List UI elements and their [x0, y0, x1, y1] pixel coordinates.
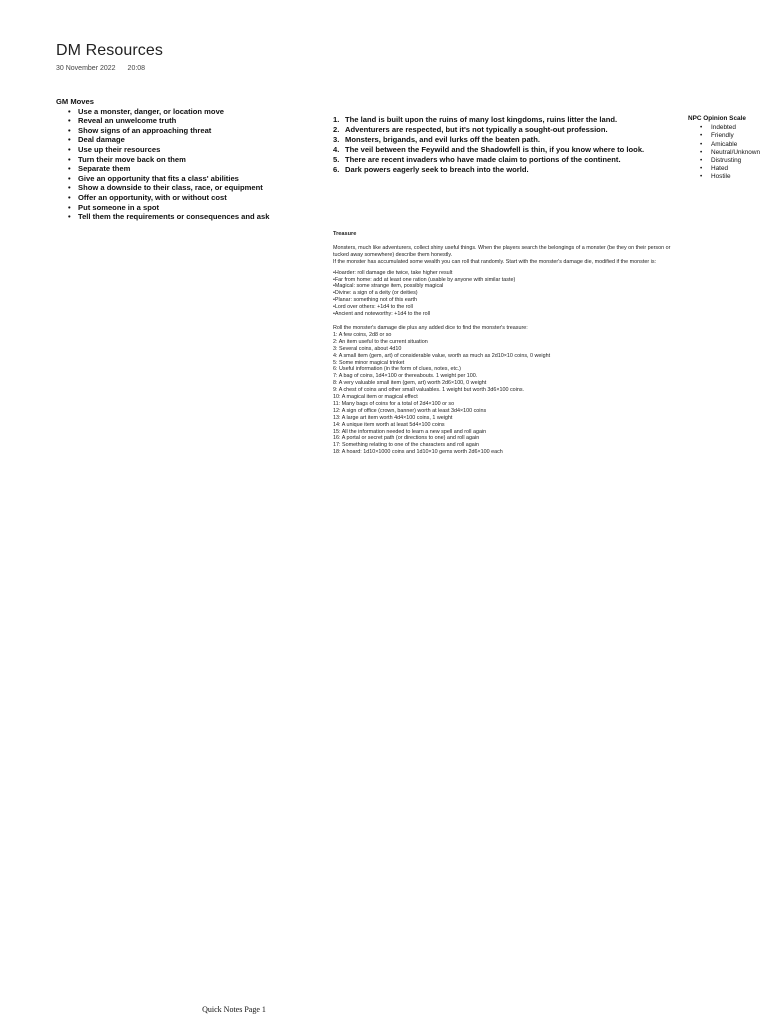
page-title: DM Resources — [56, 42, 164, 59]
treasure-result: 11: Many bags of coins for a total of 2d4×100 or so — [333, 400, 455, 407]
treasure-result: 1: A few coins, 2d8 or so — [333, 331, 392, 338]
treasure-heading: Treasure — [333, 231, 357, 237]
treasure-result: 12: A sign of office (crown, banner) worth at least 3d4×100 coins — [333, 407, 487, 414]
treasure-section — [333, 231, 713, 456]
treasure-result: 7: A bag of coins, 1d4×100 or thereabouts. 1 weight per 100. — [333, 373, 478, 380]
list-item: • Hostile — [711, 173, 768, 181]
list-text: There are recent invaders who have made claim to portions of the continent. — [345, 155, 621, 165]
list-text: Dark powers eagerly seek to breach into the world. — [345, 165, 529, 175]
list-item — [333, 115, 678, 125]
treasure-result: 13: A large art item worth 4d4×100 coins, 1 weight — [333, 414, 453, 421]
world-truths-list — [333, 115, 678, 176]
treasure-result: 15: All the information needed to learn a new spell and roll again — [333, 428, 487, 435]
list-item — [333, 155, 678, 165]
treasure-result: 6: Useful information (in the form of clues, notes, etc.) — [333, 366, 461, 373]
treasure-roll-intro: Roll the monster's damage die plus any added dice to find the monster's treasure: — [333, 324, 528, 331]
treasure-result: 5: Some minor magical trinket — [333, 359, 405, 366]
page-time: 20:08 — [127, 65, 146, 72]
npc-opinion-scale-list — [688, 124, 768, 181]
list-item: • Neutral/Unknown — [711, 149, 768, 157]
treasure-result: 18: A hoard: 1d10×1000 coins and 1d10×10 gems worth 2d6×100 each — [333, 449, 503, 456]
treasure-result: 2: An item useful to the current situation — [333, 338, 428, 345]
gm-moves-section — [56, 97, 296, 222]
treasure-result: 8: A very valuable small item (gem, art) worth 2d6×100, 0 weight — [333, 380, 487, 387]
treasure-intro: If the monster has accumulated some wealth you can roll that randomly. Start with the monster's damage die, modified if the monster is: — [333, 258, 657, 265]
list-item — [333, 125, 678, 135]
page-date: 30 November 2022 — [56, 65, 116, 72]
list-item: • Use a monster, danger, or location move — [78, 107, 296, 117]
list-item: • Use up their resources — [78, 145, 296, 155]
list-text: Monsters, brigands, and evil lurks off the beaten path. — [345, 135, 540, 145]
list-item: • Offer an opportunity, with or without cost — [78, 193, 296, 203]
list-item: • Turn their move back on them — [78, 155, 296, 165]
treasure-result: 16: A portal or secret path (or directions to one) and roll again — [333, 435, 480, 442]
list-item: • Show signs of an approaching threat — [78, 126, 296, 136]
treasure-result: 4: A small item (gem, art) of considerable value, worth as much as 2d10×10 coins, 0 weight — [333, 352, 551, 359]
treasure-modifier: •Planar: something not of this earth — [333, 297, 417, 304]
treasure-modifier: •Divine: a sign of a deity (or deities) — [333, 290, 418, 297]
list-item: • Separate them — [78, 164, 296, 174]
treasure-modifier: •Hoarder: roll damage die twice, take higher result — [333, 269, 453, 276]
list-item: • Friendly — [711, 132, 768, 140]
gm-moves-heading: GM Moves — [56, 97, 94, 106]
treasure-result: 9: A chest of coins and other small valuables. 1 weight but worth 3d6×100 coins. — [333, 387, 525, 394]
treasure-result: 10: A magical item or magical effect — [333, 394, 418, 401]
list-item: • Amicable — [711, 141, 768, 149]
treasure-modifier: •Far from home: add at least one ration (usable by anyone with similar taste) — [333, 276, 516, 283]
list-number: 6. — [333, 165, 340, 175]
list-item: • Reveal an unwelcome truth — [78, 116, 296, 126]
list-text: Adventurers are respected, but it's not typically a sought-out profession. — [345, 125, 608, 135]
treasure-intro: Monsters, much like adventurers, collect shiny useful things. When the players search the belongings of a monster (be they on their person or — [333, 244, 671, 251]
list-item: • Give an opportunity that fits a class' abilities — [78, 174, 296, 184]
list-item — [333, 145, 678, 155]
treasure-result: 3: Several coins, about 4d10 — [333, 345, 402, 352]
gm-moves-list — [56, 107, 296, 222]
treasure-modifier: •Lord over others: +1d4 to the roll — [333, 304, 413, 311]
list-number: 1. — [333, 115, 340, 124]
list-text: The veil between the Feywild and the Shadowfell is thin, if you know where to look. — [345, 145, 645, 155]
npc-opinion-scale-section — [688, 115, 768, 182]
list-item — [333, 165, 678, 175]
list-item: • Put someone in a spot — [78, 203, 296, 213]
page-footer: Quick Notes Page 1 — [202, 1005, 266, 1014]
list-text: The land is built upon the ruins of many lost kingdoms, ruins litter the land. — [345, 115, 618, 124]
list-item: • Distrusting — [711, 157, 768, 165]
list-item: • Tell them the requirements or consequences and ask — [78, 212, 296, 222]
list-item: • Indebted — [711, 124, 768, 132]
treasure-intro: tucked away somewhere) describe them honestly. — [333, 251, 453, 258]
list-number: 2. — [333, 125, 340, 135]
list-item: • Deal damage — [78, 135, 296, 145]
list-item: • Hated — [711, 165, 768, 173]
page-date-time — [56, 65, 145, 72]
treasure-modifier: •Ancient and noteworthy: +1d4 to the roll — [333, 311, 431, 318]
list-number: 4. — [333, 145, 340, 155]
treasure-modifier: •Magical: some strange item, possibly magical — [333, 283, 444, 290]
treasure-result: 17: Something relating to one of the characters and roll again — [333, 442, 479, 449]
world-truths-section — [333, 115, 678, 176]
list-item: • Show a downside to their class, race, or equipment — [78, 183, 296, 193]
list-number: 5. — [333, 155, 340, 165]
list-number: 3. — [333, 135, 340, 145]
treasure-result: 14: A unique item worth at least 5d4×100 coins — [333, 421, 445, 428]
list-item — [333, 135, 678, 145]
npc-opinion-scale-heading: NPC Opinion Scale — [688, 115, 746, 122]
